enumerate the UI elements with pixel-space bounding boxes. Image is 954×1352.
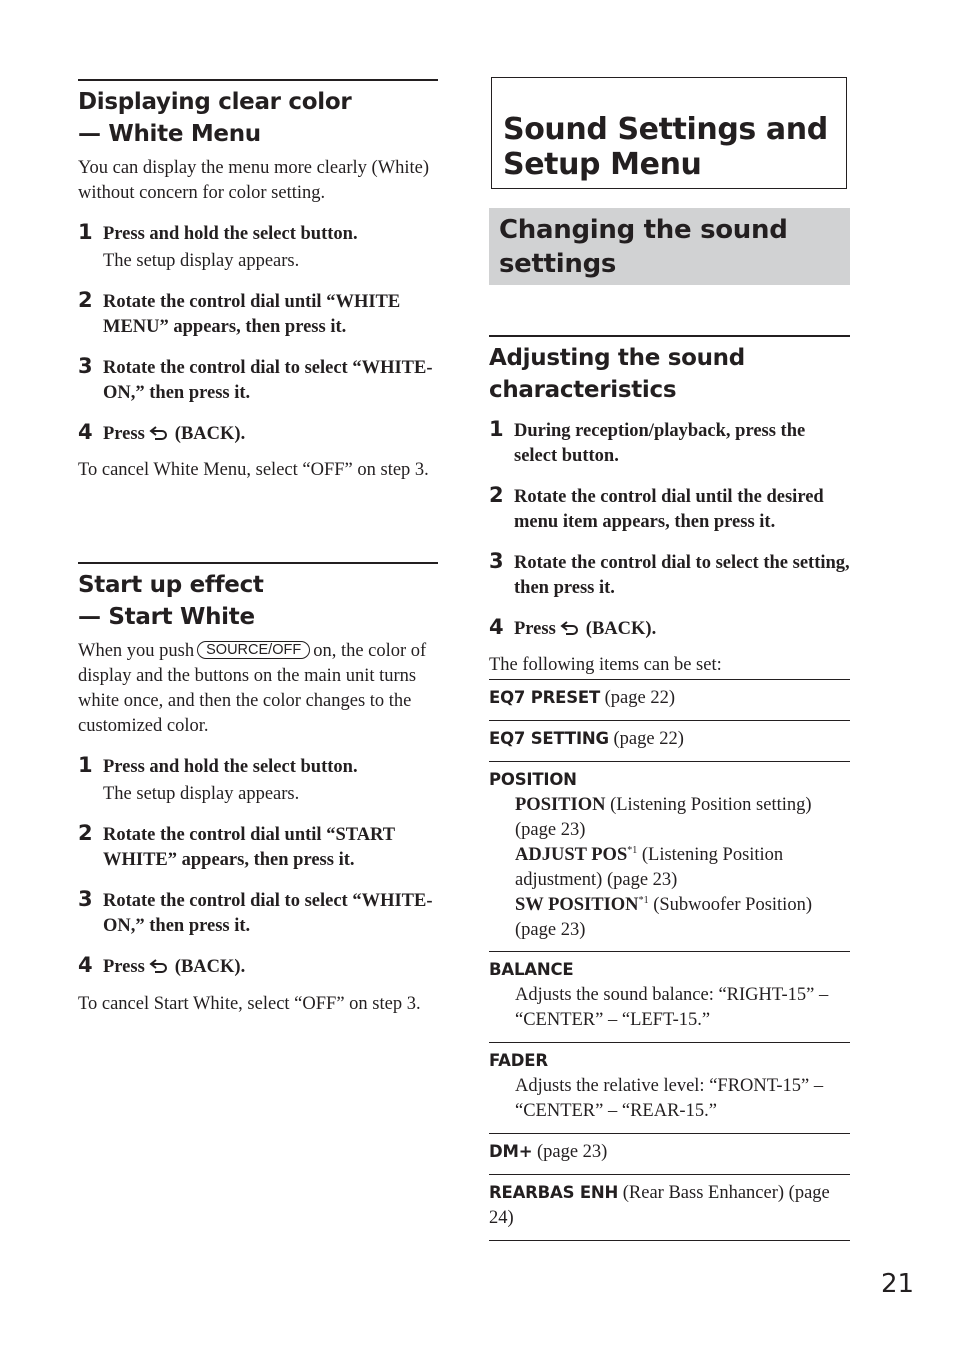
item-divider (489, 1133, 850, 1134)
white-menu-step-3: 3 Rotate the control dial to select “WHITE-ON,” then press it. (78, 354, 433, 403)
item-eq7-preset: EQ7 PRESET (page 22) (489, 688, 676, 708)
item-dm-plus: DM+ (page 23) (489, 1142, 608, 1162)
start-white-step-2: 2 Rotate the control dial until “START WHITE” appears, then press it. (78, 821, 395, 870)
item-balance: BALANCE Adjusts the sound balance: “RIGHT-15” – “CENTER” – “LEFT-15.” (489, 960, 829, 1030)
item-divider (489, 720, 850, 721)
item-divider (489, 679, 850, 680)
start-white-step-4: 4 Press (BACK). (78, 953, 246, 977)
start-white-step-3: 3 Rotate the control dial to select “WHITE-ON,” then press it. (78, 887, 433, 936)
items-intro: The following items can be set: (489, 655, 722, 675)
start-white-step-1: 1 Press and hold the select button. The setup display appears. (78, 753, 358, 804)
source-off-button-label: SOURCE/OFF (197, 641, 310, 659)
item-divider (489, 1174, 850, 1175)
position-sub-adjust-pos: ADJUST POS$^{*1}$ (Listening Position adjustment) (page 23) (515, 845, 784, 890)
item-fader: FADER Adjusts the relative level: “FRONT-15” – “CENTER” – “REAR-15.” (489, 1051, 824, 1121)
start-white-note: To cancel Start White, select “OFF” on step 3. (78, 994, 421, 1014)
back-arrow-icon (560, 621, 582, 635)
white-menu-step-4: 4 Press (BACK). (78, 420, 246, 444)
item-divider (489, 1042, 850, 1043)
start-white-heading: Start up effect — Start White (78, 562, 438, 633)
item-position: POSITION POSITION (Listening Position setting) (page 23) ADJUST POS$^{*1}$ (Listening Position adjustment) (page 23) SW POSITION$^{*1}$ (Subwoofer Position) (page 23) (489, 767, 850, 943)
white-menu-heading: Displaying clear color — White Menu (78, 79, 438, 150)
position-sub-sw-position: SW POSITION$^{*1}$ (Subwoofer Position) (page 23) (515, 895, 812, 940)
adjust-step-1: 1 During reception/playback, press the select button. (489, 417, 806, 466)
white-menu-intro: You can display the menu more clearly (White) without concern for color setting. (78, 158, 430, 203)
item-divider (489, 1240, 850, 1241)
page-number: 21 (881, 1269, 915, 1299)
item-divider (489, 761, 850, 762)
item-divider (489, 951, 850, 952)
position-sub-position: POSITION (Listening Position setting) (page 23) (515, 795, 812, 840)
white-menu-note: To cancel White Menu, select “OFF” on step 3. (78, 460, 429, 480)
back-arrow-icon (149, 959, 171, 973)
section-title: Changing the sound settings (489, 208, 850, 285)
white-menu-step-1: 1 Press and hold the select button. The setup display appears. (78, 220, 358, 271)
adjust-step-3: 3 Rotate the control dial to select the setting, then press it. (489, 549, 850, 598)
adjusting-heading: Adjusting the sound characteristics (489, 335, 850, 406)
back-arrow-icon (149, 426, 171, 440)
white-menu-step-2: 2 Rotate the control dial until “WHITE MENU” appears, then press it. (78, 288, 401, 337)
item-rearbas-enh: REARBAS ENH (Rear Bass Enhancer) (page 24) (489, 1183, 830, 1228)
adjust-step-2: 2 Rotate the control dial until the desired menu item appears, then press it. (489, 483, 824, 532)
item-eq7-setting: EQ7 SETTING (page 22) (489, 729, 684, 749)
start-white-intro: When you push SOURCE/OFF on, the color of display and the buttons on the main unit turns white once, and then the color changes to the customized color. (78, 641, 427, 736)
chapter-title: Sound Settings and Setup Menu (491, 77, 847, 189)
adjust-step-4: 4 Press (BACK). (489, 615, 657, 639)
